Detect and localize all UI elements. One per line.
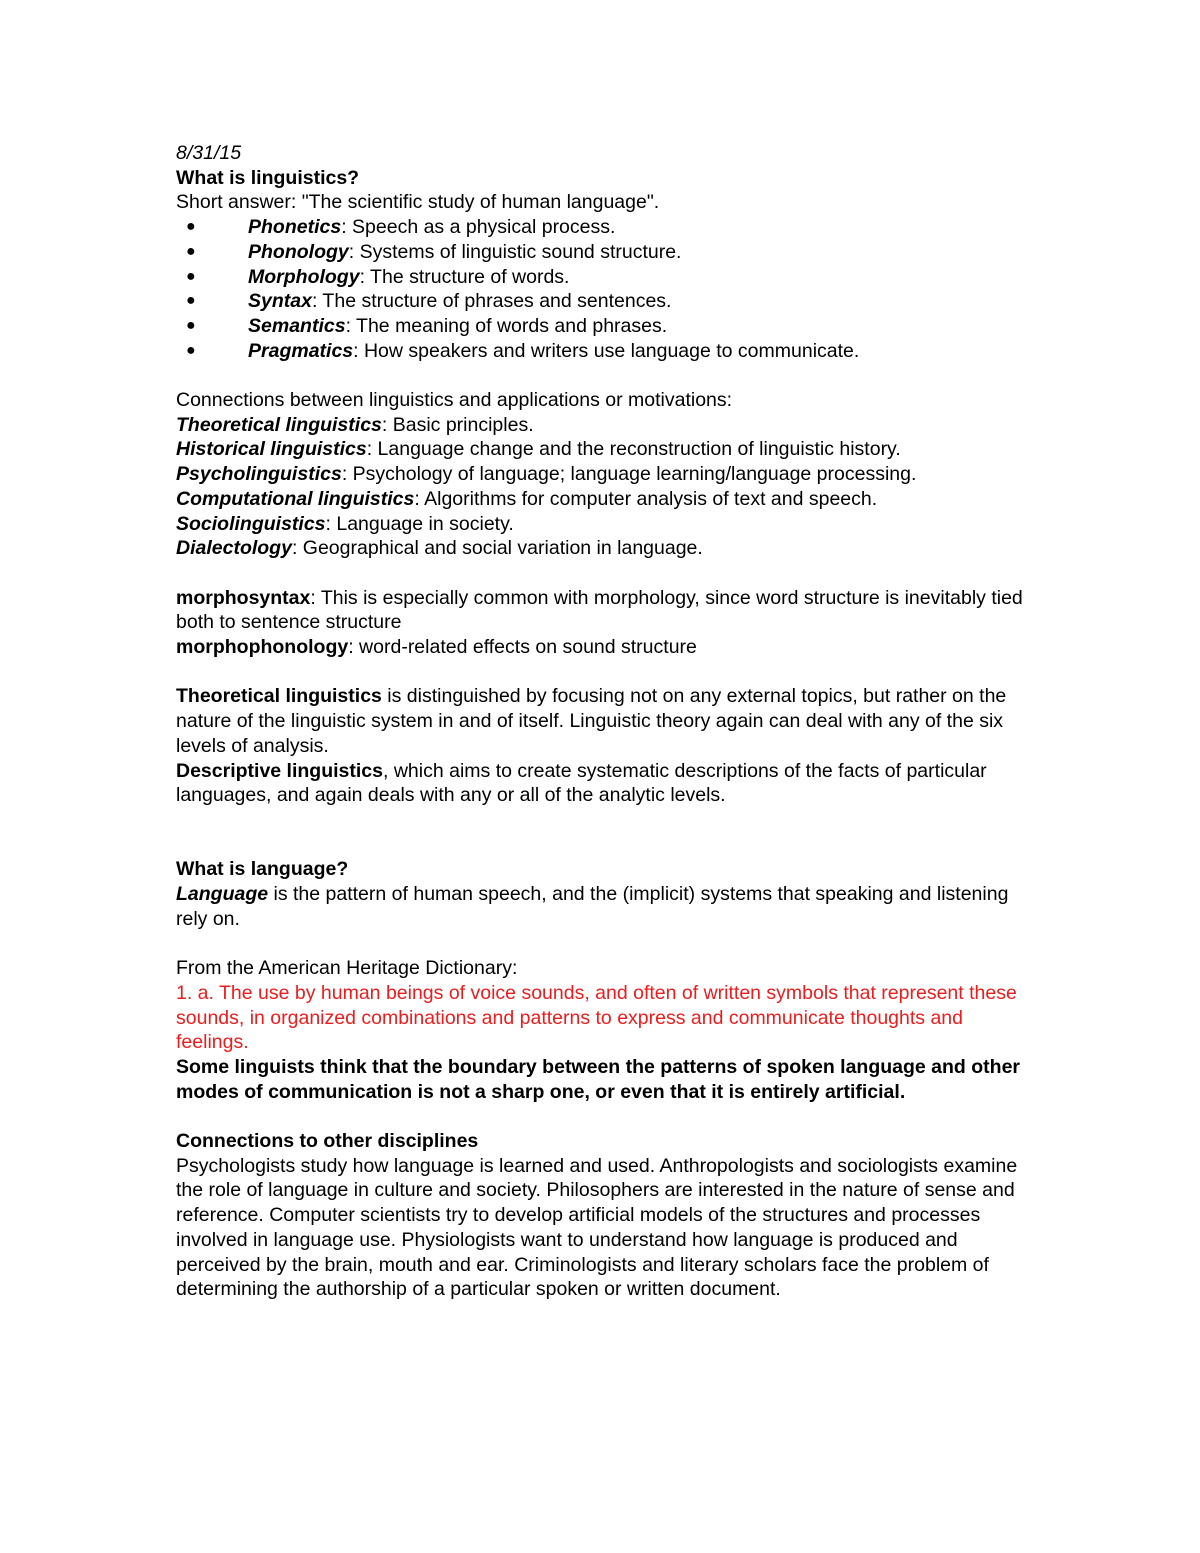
note-date: 8/31/15 (176, 142, 242, 164)
bullet-icon: ● (186, 316, 196, 334)
bullet-icon: ● (186, 218, 196, 236)
list-item: ● Pragmatics: How speakers and writers use language to communicate. (186, 339, 860, 362)
bullet-icon: ● (186, 341, 196, 359)
heading-connections-to-other-disciplines: Connections to other disciplines (176, 1130, 479, 1153)
short-answer: Short answer: "The scientific study of human language". (176, 191, 660, 214)
descriptive-linguistics-paragraph: Descriptive linguistics, which aims to create systematic descriptions of the facts of particular languages, and again deals with any or all of the analytic levels. (176, 759, 987, 807)
language-definition-paragraph: Language is the pattern of human speech, and the (implicit) systems that speaking and listening rely on. (176, 883, 1009, 930)
connection-line: Computational linguistics: Algorithms for computer analysis of text and speech. (176, 487, 878, 510)
bullet-icon: ● (186, 292, 196, 310)
list-item: ● Semantics: The meaning of words and phrases. (186, 314, 668, 337)
linguists-note: Some linguists think that the boundary between the patterns of spoken language and other modes of communication is not a sharp one, or even that it is entirely artificial. (176, 1055, 1021, 1103)
dictionary-definition: 1. a. The use by human beings of voice sounds, and often of written symbols that represent these sounds, in organized combinations and patterns to express and communicate thoughts and feelings. (176, 981, 1017, 1054)
morphophonology-paragraph: morphophonology: word-related effects on sound structure (176, 636, 697, 659)
connection-line: Psycholinguistics: Psychology of language; language learning/language processing. (176, 463, 917, 486)
connection-line: Historical linguistics: Language change and the reconstruction of linguistic history. (176, 438, 901, 461)
list-item: ● Syntax: The structure of phrases and sentences. (186, 290, 672, 313)
list-item: ● Phonetics: Speech as a physical process. (186, 216, 616, 239)
bullet-icon: ● (186, 267, 196, 285)
connection-line: Dialectology: Geographical and social variation in language. (176, 537, 703, 560)
levels-of-analysis-list (176, 215, 1036, 363)
morphosyntax-paragraph: morphosyntax: This is especially common with morphology, since word structure is inevitably tied both to sentence structure (176, 586, 1023, 634)
connection-line: Theoretical linguistics: Basic principles. (176, 413, 534, 436)
bullet-icon: ● (186, 242, 196, 260)
connection-line: Sociolinguistics: Language in society. (176, 512, 514, 535)
heading-what-is-language: What is language? (176, 858, 349, 881)
theoretical-linguistics-paragraph: Theoretical linguistics is distinguished by focusing not on any external topics, but rather on the nature of the linguistic system in and of itself. Linguistic theory again can deal with any of the six levels of analysis. (176, 685, 1007, 757)
heading-what-is-linguistics: What is linguistics? (176, 166, 360, 189)
connections-intro: Connections between linguistics and applications or motivations: (176, 389, 733, 412)
disciplines-paragraph: Psychologists study how language is learned and used. Anthropologists and sociologists examine the role of language in culture and society. Philosophers are interested in the nature of sense and reference. Computer scientists try to develop artificial models of the structures and processes involved in language use. Physiologists want to understand how language is produced and perceived by the brain, mouth and ear. Criminologists and literary scholars face the problem of determining the authorship of a particular spoken or written document. (176, 1154, 1018, 1301)
document-page (176, 141, 1036, 1302)
list-item: ● Morphology: The structure of words. (186, 265, 570, 288)
dictionary-intro: From the American Heritage Dictionary: (176, 957, 518, 980)
list-item: ● Phonology: Systems of linguistic sound structure. (186, 240, 682, 263)
